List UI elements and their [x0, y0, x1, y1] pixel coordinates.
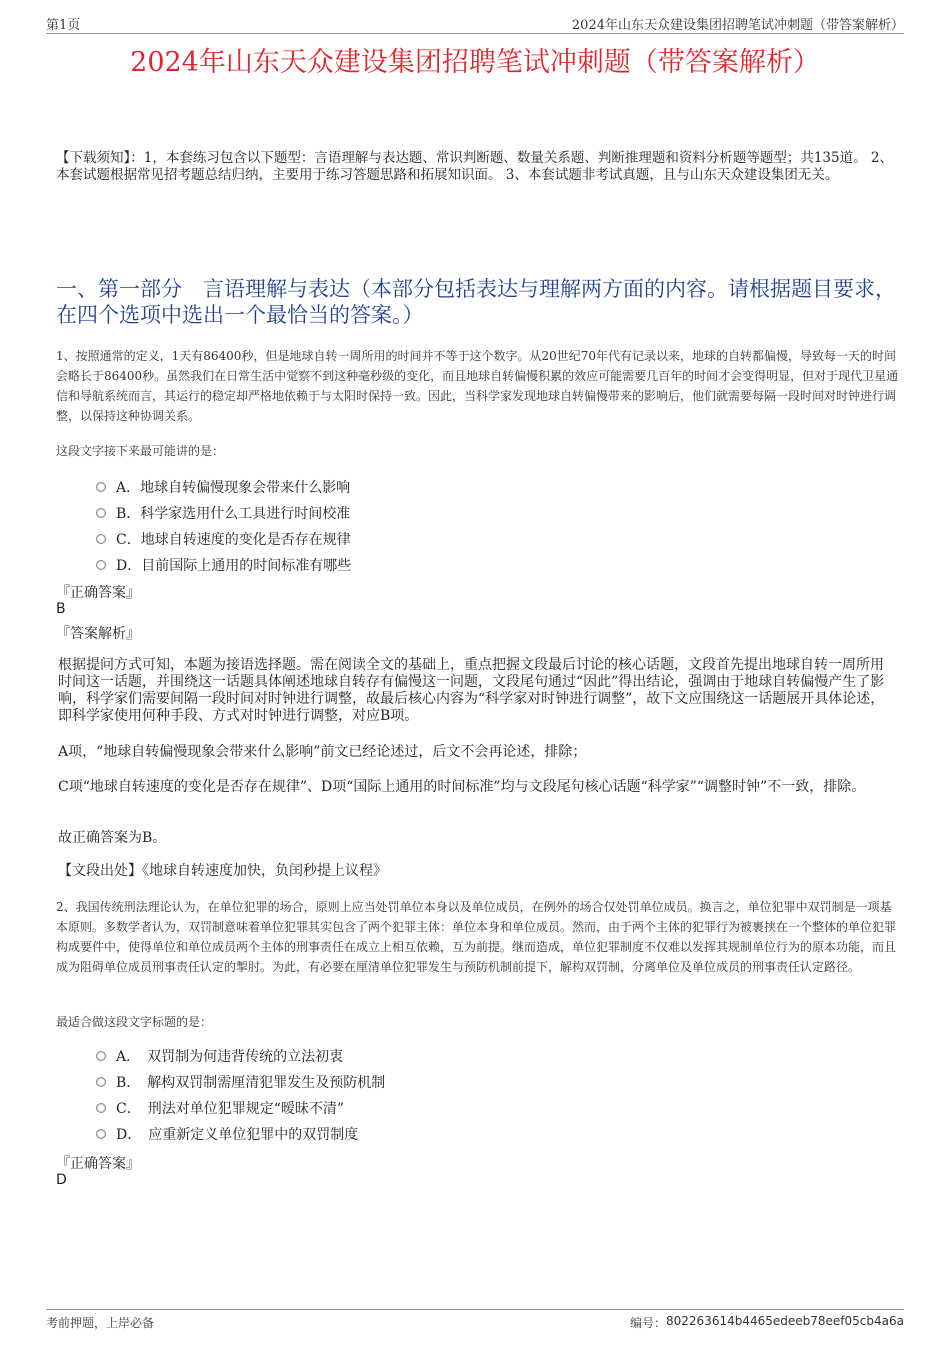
q1-option-d-label: D．目前国际上通用的时间标准有哪些: [116, 558, 352, 574]
q1-answer-label: 『正确答案』: [56, 585, 140, 601]
question-1-stem: 1、按照通常的定义，1天有86400秒，但是地球自转一周所用的时间并不等于这个数字。从20世纪70年代有记录以来，地球的自转都偏慢，导致每一天的时间会略长于86400秒。虽然我们在日常生活中觉察不到这种毫秒级的变化，而且地球自转偏慢积累的效应可能需要几百年的时间才会变得明显，但对于现代卫星通信和导航系统而言，其运行的稳定却严格地依赖于与太阳时保持一致。因此，当科学家发现地球自转偏慢带来的影响后，他们就需要每隔一段时间对时钟进行调整，以保持这种协调关系。: [56, 349, 899, 423]
q1-option-a-label: A．地球自转偏慢现象会带来什么影响: [116, 480, 351, 496]
q1-analysis-para-1: 根据提问方式可知，本题为接语选择题。需在阅读全文的基础上，重点把握文段最后讨论的核心话题，文段首先提出地球自转一周所用时间这一话题，并围绕这一话题具体阐述地球自转存有偏慢这一问题，文段尾句通过“因此”得出结论，强调由于地球自转偏慢产生了影响，科学家们需要间隔一段时间对时钟进行调整，故最后核心内容为“科学家对时钟进行调整”，故下文应围绕这一话题展开具体论述，即科学家使用何种手段、方式对时钟进行调整，对应B项。: [58, 657, 885, 724]
q2-option-b[interactable]: [96, 1072, 385, 1092]
radio-icon[interactable]: [96, 482, 106, 492]
q1-option-b-label: B．科学家选用什么工具进行时间校准: [116, 506, 351, 522]
running-header-title: 2024年山东天众建设集团招聘笔试冲刺题（带答案解析）: [571, 18, 904, 33]
question-2-prompt: 最适合做这段文字标题的是：: [56, 1015, 213, 1029]
footer-code-label: 编号：: [630, 1316, 667, 1330]
q2-option-b-label: B． 解构双罚制需厘清犯罪发生及预防机制: [116, 1075, 386, 1091]
question-1-prompt: 这段文字接下来最可能讲的是：: [56, 444, 225, 458]
q1-analysis-para-2: A项，“地球自转偏慢现象会带来什么影响”前文已经论述过，后文不会再论述，排除；: [58, 744, 587, 760]
radio-icon[interactable]: [96, 560, 106, 570]
q1-analysis-para-3: C项“地球自转速度的变化是否存在规律”、D项“国际上通用的时间标准”均与文段尾句核心话题“科学家”“调整时钟”不一致，排除。: [58, 779, 866, 795]
radio-icon[interactable]: [96, 1103, 106, 1113]
footer-slogan: 考前押题，上岸必备: [46, 1316, 155, 1330]
footer-code-value: 802263614b4465edeeb78eef05cb4a6a: [666, 1314, 904, 1328]
q1-analysis-para-4: 故正确答案为B。: [58, 830, 167, 846]
q2-option-a-label: A． 双罚制为何违背传统的立法初衷: [116, 1049, 344, 1065]
radio-icon[interactable]: [96, 534, 106, 544]
q2-option-d[interactable]: [96, 1124, 358, 1144]
footer-code: [630, 1314, 904, 1331]
q1-option-c-label: C．地球自转速度的变化是否存在规律: [116, 532, 351, 548]
radio-icon[interactable]: [96, 1129, 106, 1139]
radio-icon[interactable]: [96, 508, 106, 518]
q1-answer: B: [56, 601, 66, 617]
footer-divider: [46, 1309, 904, 1310]
radio-icon[interactable]: [96, 1051, 106, 1061]
page-number: 第1页: [46, 18, 81, 33]
header-divider: [46, 33, 904, 34]
q1-option-a[interactable]: [96, 477, 350, 497]
q1-option-d[interactable]: [96, 555, 351, 575]
q1-option-c[interactable]: [96, 529, 351, 549]
q2-option-c[interactable]: [96, 1098, 344, 1118]
q2-answer: D: [56, 1172, 67, 1188]
q2-option-d-label: D． 应重新定义单位犯罪中的双罚制度: [116, 1127, 359, 1143]
document-title: 2024年山东天众建设集团招聘笔试冲刺题（带答案解析）: [130, 47, 820, 78]
q2-option-c-label: C． 刑法对单位犯罪规定“暧昧不清”: [116, 1101, 345, 1117]
q2-option-a[interactable]: [96, 1046, 343, 1066]
q1-analysis-label: 『答案解析』: [56, 626, 140, 642]
section-title: 一、第一部分 言语理解与表达（本部分包括表达与理解两方面的内容。请根据题目要求，在四个选项中选出一个最恰当的答案。）: [56, 277, 896, 327]
download-notice: 【下载须知】：1，本套练习包含以下题型：言语理解与表达题、常识判断题、数量关系题、判断推理题和资料分析题等题型；共135道。 2、本套试题根据常见招考题总结归纳，主要用于练习答题思路和拓展知识面。 3、本套试题非考试真题，且与山东天众建设集团无关。: [56, 150, 893, 183]
q1-source: 【文段出处】《地球自转速度加快，负闰秒提上议程》: [58, 863, 387, 879]
question-2-stem: 2、我国传统刑法理论认为，在单位犯罪的场合，原则上应当处罚单位本身以及单位成员，在例外的场合仅处罚单位成员。换言之，单位犯罪中双罚制是一项基本原则。多数学者认为，双罚制意味着单位犯罪其实包含了两个犯罪主体：单位本身和单位成员。然而，由于两个主体的犯罪行为被裹挟在一个整体的单位犯罪构成要件中，使得单位和单位成员两个主体的刑事责任在成立上相互依赖，互为前提。继而造成，单位犯罪制度不仅难以发挥其规制单位行为的原本功能，而且成为阻碍单位成员刑事责任认定的掣肘。为此，有必要在厘清单位犯罪发生与预防机制前提下，解构双罚制，分离单位及单位成员的刑事责任认定路径。: [56, 900, 897, 974]
q2-answer-label: 『正确答案』: [56, 1156, 140, 1172]
q1-option-b[interactable]: [96, 503, 350, 523]
radio-icon[interactable]: [96, 1077, 106, 1087]
